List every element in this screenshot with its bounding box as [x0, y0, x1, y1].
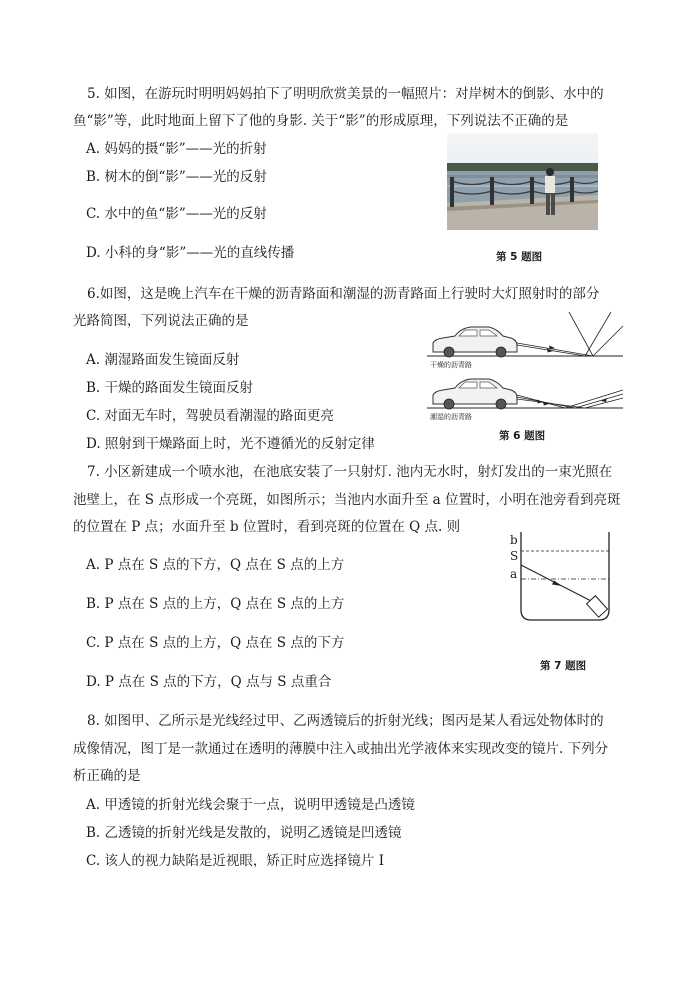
- q5-stem-line1: 5. 如图，在游玩时明明妈妈拍下了明明欣赏美景的一幅照片：对岸树木的倒影、水中的: [87, 86, 604, 102]
- q7-stem-line1: 7. 小区新建成一个喷水池，在池底安装了一只射灯. 池内无水时，射灯发出的一束光照在: [87, 464, 613, 480]
- q8-stem-line1: 8. 如图甲、乙所示是光线经过甲、乙两透镜后的折射光线；图丙是某人看远处物体时的: [87, 713, 604, 729]
- q6-stem-line2: 光路简图，下列说法正确的是: [73, 313, 249, 329]
- q6-caption: 第 6 题图: [499, 430, 546, 442]
- q5-caption: 第 5 题图: [496, 251, 543, 263]
- q7-option-a: A. P 点在 S 点的下方，Q 点在 S 点的上方: [86, 557, 345, 573]
- q7-label-b: b: [510, 533, 518, 547]
- q8-option-a: A. 甲透镜的折射光线会聚于一点，说明甲透镜是凸透镜: [86, 797, 415, 813]
- q7-option-d: D. P 点在 S 点的下方，Q 点与 S 点重合: [86, 674, 332, 690]
- q7-pool-diagram: [505, 530, 620, 625]
- q7-label-s: S: [510, 549, 519, 563]
- q7-option-c: C. P 点在 S 点的上方，Q 点在 S 点的下方: [86, 635, 345, 651]
- q7-stem-line2: 池壁上，在 S 点形成一个亮斑，如图所示；当池内水面升至 a 位置时，小明在池旁看到亮斑: [73, 492, 621, 508]
- q6-option-a: A. 潮湿路面发生镜面反射: [86, 352, 240, 368]
- q7-option-b: B. P 点在 S 点的上方，Q 点在 S 点的上方: [86, 596, 345, 612]
- q6-option-b: B. 干燥的路面发生镜面反射: [86, 380, 254, 396]
- q8-stem-line3: 析正确的是: [73, 768, 141, 784]
- q7-label-a: a: [510, 567, 518, 581]
- q5-option-d: D. 小科的身“影”——光的直线传播: [86, 245, 295, 261]
- q6-option-d: D. 照射到干燥路面上时，光不遵循光的反射定律: [86, 436, 375, 452]
- q7-stem-line3: 的位置在 P 点；水面升至 b 位置时，看到亮斑的位置在 Q 点. 则: [73, 519, 461, 535]
- q6-dry-road-label: 干燥的沥青路: [430, 361, 472, 369]
- q8-stem-line2: 成像情况，图丁是一款通过在透明的薄膜中注入或抽出光学液体来实现改变的镜片. 下列分: [73, 741, 609, 757]
- q5-option-b: B. 树木的倒“影”——光的反射: [86, 169, 267, 185]
- q6-stem-line1: 6.如图，这是晚上汽车在干燥的沥青路面和潮湿的沥青路面上行驶时大灯照射时的部分: [87, 286, 600, 302]
- q5-stem-line2: 鱼“影”等，此时地面上留下了他的身影. 关于“影”的形成原理，下列说法不正确的是: [73, 113, 569, 129]
- q5-option-a: A. 妈妈的摄“影”——光的折射: [86, 141, 267, 157]
- wet-road-diagram: [427, 379, 623, 409]
- dry-road-diagram: [427, 312, 623, 357]
- q5-option-c: C. 水中的鱼“影”——光的反射: [86, 206, 267, 222]
- q6-option-c: C. 对面无车时，驾驶员看潮湿的路面更亮: [86, 408, 334, 424]
- q7-caption: 第 7 题图: [540, 660, 587, 672]
- q6-wet-road-label: 潮湿的沥青路: [430, 413, 472, 421]
- q5-photo: [447, 133, 598, 230]
- q8-option-b: B. 乙透镜的折射光线是发散的，说明乙透镜是凹透镜: [86, 825, 402, 841]
- q8-option-c: C. 该人的视力缺陷是近视眼，矫正时应选择镜片 Ⅰ: [86, 853, 385, 869]
